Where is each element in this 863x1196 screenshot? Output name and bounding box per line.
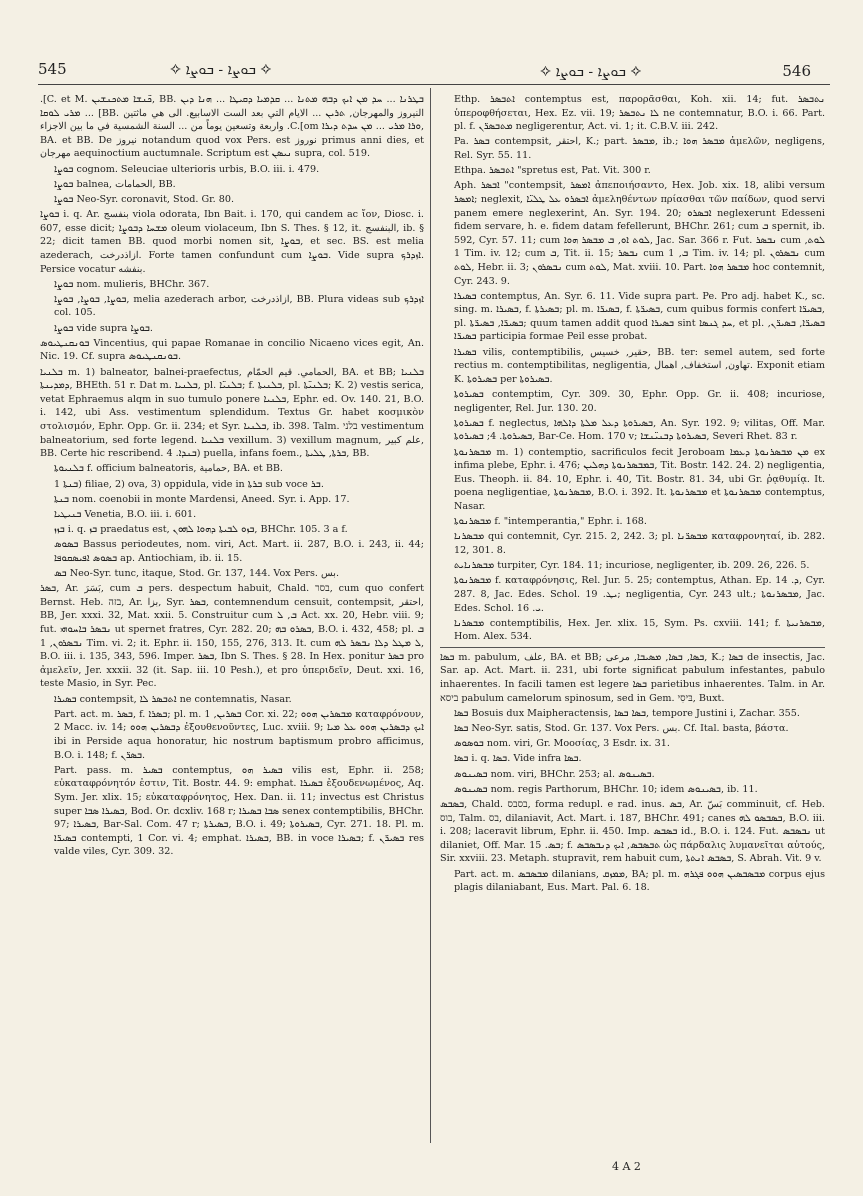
dictionary-entry: ܒܣܝܪܐ contempsit, ܐܬܒܣܪ ܠܐ ne contemnatis, Nasar. bbox=[54, 693, 292, 705]
dictionary-entry: Part. act. m. ܡܒܣܒܣ dilanians, ܡܡܙܩ, BA; pl. m. ܡܒܣܒܣܝܢ ܗܘܘ ܦܓܪܗ corpus ejus plagis dilaniabant, Eus. Mart. Pal. 6. 18. bbox=[454, 868, 825, 894]
dictionary-entry: ܒܣܝܢܘܣ nom. regis Parthorum, BHChr. 10; idem ܒܣܝܢܘܣ, ib. 11. bbox=[454, 783, 758, 795]
dictionary-entry: ܒܣܐ Bosuis dux Maipheractensis, ܒܣܐ ܒܣܐ, tempore Justini i, Zachar. 355. bbox=[454, 707, 800, 719]
dictionary-entry: ܡܒܣܪܢܘܬܐ f. καταφρόνησις, Rel. Jur. 5. 25; contemptus, Athan. Ep. ܕ. 14, Cyr. 287. 8, Jac. Edes. Schol. ܝܛ. 19; negligentia, Cyr. 243 ult.; ܡܒܣܪܢܘܬܐ, Jac. Edes. Schol. ܝ. 16. bbox=[454, 575, 825, 614]
dictionary-entry: ܡܒܣܪܢܐ contemptibilis, Hex. Jer. xlix. 15, Sym. Ps. cxviii. 141; f. ܡܒܣܪܢܝܬܐ, Hom. Alex. 534. bbox=[454, 617, 825, 643]
page-number-left: 545 bbox=[38, 60, 67, 78]
dictionary-entry: ܡܒܣܪܢܘܬܐ f. "intemperantia," Ephr. i. 168. bbox=[454, 516, 647, 528]
dictionary-entry: ܒܢܬܐ nom. coenobii in monte Mardensi, Aneed. Syr. i. App. 17. bbox=[54, 493, 350, 505]
dictionary-entry: ܒܢܬܐ 1) filiae, 2) ova, 3) oppidula, vide in ܒܪܬܐ sub voce ܒܪ. bbox=[54, 478, 324, 490]
dictionary-entry: ܒܣܝܪܐ vilis, contemptibilis, حقير, خسيس, BB. ter: semel autem, sed forte rectius m. contemptibilitas, negligentia, تهاون, استخفاف, اهمال. Exponit etiam K. ܒܣܝܪܘܬܐ per ܒܣܝܪܘܬܐ. bbox=[454, 346, 825, 385]
dictionary-entry: ܒܣܝܢܘܣ nom. viri, BHChr. 253; al. ܒܣܝܢܘܣ. bbox=[454, 768, 655, 780]
signature-mark: 4 A 2 bbox=[612, 1160, 641, 1173]
dictionary-entry: ܒܙܙ i. q. ܒܙ praedatus est, ܒܙܘ ܠܒܝܬܐ ܕܗܘܐ ܠܗܘܢ, BHChr. 105. 3 a f. bbox=[54, 524, 348, 536]
dictionary-entry: ܒܣܝܪܐ contemptus, An. Syr. 6. 11. Vide supra part. Pe. Pro adj. habet K., sc. sing. m. ܒܣܝܪܐ, f. ܒܣܝܪܬܐ; pl. m. ܒܣܝܪ̈ܐ, f. ܒܣܝܪ̈ܬܐ, cum quibus formis confert ܒܣܝܪ̈ܐ, pl. ܒܣܝܪ̈ܐ, ܒܣܝܪ̈ܬܐ; quum tamen addit quod ܒܣܝܪܐ sint ܚܕ ܓܢܣܐ, et pl. ܒܣܝܪ̈ܐ, ܒܣܝܪ̈ܢ, ܒܣܝܪ̈ܐ participia formae Peil esse probat. bbox=[454, 290, 825, 343]
dictionary-entry: Ethp. ܐܬܒܣܪ contemptus est, παρορᾶσθαι, Koh. xii. 14; fut. ܢܬܒܣܪ ὑπεροφθήσεται, Hex. Ez. vii. 19; ܠܐ ܢܬܒܣܪ ne contemnatur, B.O. i. 66. Part. pl. f. ܡܬܒܣܪ̈ܢ negligerentur, Act. vi. 1; it. C.B.V. iii. 242. bbox=[454, 94, 825, 133]
dictionary-entry: Part. act. m. ܒܣܪ, f. ܒܣܪܐ; pl. m. ܒܣܪܝܢ, 1 Cor. xi. 22; ܡܒܣܪܝܢ ܗܘܘ καταφρόνουν, 2 Macc. iv. 14; ܕܒܣܪܝܢ ܗܘܘ ἐξουθενοῦντες, Luc. xviii. 9; ܐܝܟ ܕܒܣܪܝܢ ܗܘܘ ܥܠ ܡܝܐ ibi in Perside aqua honoratur, hic nostrum baptismum probro afficimus, B.O. i. 148; f. ܒܣܪ̈ܢ. bbox=[54, 708, 424, 761]
dictionary-entry: ܒܣܐ m. pabulum, علف, BA. et BB; ܒܣܐ, ܒܣܐ, ܡܣܝܒܐ, مرعى, K.; ܒܣܐ de insectis, Jac. Sar. ap. Act. Mart. ii. 231, ubi forte significat pabulum infestantes, pabulo inhaerentes. In facili tamen est legere ܒܣܐ parietibus inhaerentes. Talm. in Ar. ביסא pabulum camelorum spinosum, sed in Gem. בּיסִי, Buxt. bbox=[440, 647, 825, 705]
dictionary-entry: Pa. ܒܣܪ contempsit, احتقر, K.; part. ܡܒܣܪ, ib.; ܡܒܣܪ ܗܘܐ ἀμελῶν, negligens, Rel. Syr. 55. 11. bbox=[454, 136, 825, 161]
dictionary-entry: ܒܘܣܘܣ nom. viri, Gr. Μοοσίας, 3 Esdr. ix. 31. bbox=[454, 738, 670, 750]
dictionary-entry: ܒܠܢܝܘܬܐ f. officium balneatoris, حمامية, BA. et BB. bbox=[54, 463, 283, 475]
dictionary-entry: ܒܠܢܝܐ m. 1) balneator, balnei-praefectus, الحمامي. قيم الحمّام, BA. et BB; ܒܠܢܝܐ ܕܡܕܝܢܬܐ, BHEth. 51 r. Dat m. ܒܠܢܝܐ, pl. ܒܠܢܝ̈ܐ; f. ܒܠܢܝܬܐ, pl. ܒܠܢܝ̈ܬܐ; K. 2) vestis serica, vetat Ephraemus alqm in suo tumulo ponere ܒܠܢܝܐ, Ephr. ed. Ov. 140. 21, B.O. i. 142, ubi Ass. vestimentum splendidum. Textus Gr. habet κοσμικὸν στολισμόν, Ephr. Opp. Gr. ii. 234; et Syr. ܒܠܢܝܐ, ib. 398. Talm. בלני vestimentum balneatorium, sed forte legend. ܒܠܢܝܐ vexillum. 3) vexillum magnum, علم كبير, BB. Certe hic rescribend. ܒܢܕܐ. 4) puella, infans foem., ܒܪܬܐ, ܛܠܝܬܐ, BB. bbox=[40, 366, 424, 460]
left-column bbox=[40, 93, 424, 1145]
column-divider bbox=[430, 88, 431, 1143]
dictionary-entry: ܒܣܝܪܘܬܐ contemptim, Cyr. 309. 30, Ephr. Opp. Gr. ii. 408; incuriose, negligenter, Rel. Jur. 130. 20. bbox=[454, 389, 825, 414]
dictionary-entry: ܒܘܨܐ nom. mulieris, BHChr. 367. bbox=[54, 278, 210, 290]
dictionary-entry: ܒܘܨܐ cognom. Seleuciae ulterioris urbis, B.O. iii. i. 479. bbox=[54, 163, 320, 175]
dictionary-entry: ܒܣܪ, Ar. بَسَرَ, cum ܒ pers. despectum habuit, Chald. בסר, cum quo confert Bernst. Heb. בזה, Ar. بزا, Syr. ܒܣܪ, contemnendum censuit, contempsit, احتقر, BB, Jer. xxxi. 32, Mat. xxii. 5. Construitur cum ܒ, ܠ Act. xx. 20, Hebr. viii. 9; fut. ܢܒܣܪ ܒܐܚܘܗܝ ut spernet fratres, Cyr. 282. 20; ܒܣܪܘ ܒܗ, B.O. i. 432, 458; pl. ܒ ܢܒܣܪܘܢ, 1 Tim. vi. 2; it. Ephr. ii. 150, 155, 276, 313. It. cum ܠ ܡܛܠ ܕܠܐ ܢܒܣܪ ܠܗ, B.O. iii. i. 135, 343, 596. Imper. ܒܣܪ, Ibn S. Thes. § 28. In Hex. ponitur ܒܣܪ pro ἀμελεῖν, Jer. xxxii. 32 (it. Sap. iii. 10 Pesh.), et pro ὑπεριδεῖν, Deut. xxi. 16, teste Masio, in Syr. Pec. bbox=[40, 583, 424, 690]
dictionary-entry: ܒܣܐ i. q. ܒܣܐ. Vide infra ܒܣܐ. bbox=[454, 753, 582, 765]
dictionary-entry: ܒܘܨܐ balnea, الحمامات, BB. bbox=[54, 178, 176, 190]
page-header bbox=[0, 0, 863, 90]
dictionary-entry: ܒܣܘܣ Bassus periodeutes, nom. viri, Act. Mart. ii. 287, B.O. i. 243, ii. 44; ܒܣܘܣ ܐܦܝܣܩܘܦܐ ap. Antiochiam, ib. ii. 15. bbox=[54, 539, 424, 564]
dictionary-entry: ܒܣܝܪܘܬܐ f. neglectus, ܒܣܝܪܘܬܐ ܕܥܠ ܡܠܬܐ ܕܐܠܗܐ, An. Syr. 192. 9; vilitas, Off. Mar. ܒܣܝܪܘܬܐ. 4; ܒܣܝܪܘܬܐ, Bar-Ce. Hom. 170 v; ܒܣܝܪܘܬܐ ܕܒܢܝ̈ܢܫܐ, Severi Rhet. 83 r. bbox=[454, 417, 825, 443]
dictionary-entry: ܒܘܨܐ vide supra ܒܘܨܐ. bbox=[54, 322, 153, 334]
dictionary-entry: ܒܢܝܛܝܐ Venetia, B.O. iii. i. 601. bbox=[54, 508, 197, 520]
running-head-right: ✧ ܒܘܨܐ - ܒܘܨܐ ✧ bbox=[540, 64, 642, 80]
dictionary-entry: ܒܣ Neo-Syr. tunc, itaque, Stod. Gr. 137, 144. Vox Pers. بس. bbox=[54, 568, 339, 580]
header-rule bbox=[38, 84, 830, 85]
page-number-right: 546 bbox=[782, 62, 811, 80]
dictionary-entry: ܒܘܨܐ Neo-Syr. coronavit, Stod. Gr. 80. bbox=[54, 193, 235, 205]
dictionary-entry: ܒܘܨܐ i. q. Ar. بنفسج viola odorata, Ibn Bait. i. 170, qui candem ac ἴον, Diosc. i. 607, esse dicit; ܡܫܚܐ ܕܒܘܨܐ oleum violaceum, Ibn S. Thes. § 12, it. البنفسج, ib. § 22; dicit tamen BB. quod morbi nomen sit, ܒܘܨܐ, et sec. BS. est melia azederach, ازاذدرخت. Forte tamen confundunt cum ܒܘܨܐ. Vide supra ܐܙܕܪܟ. Persice vocatur بنفشه. bbox=[40, 209, 424, 275]
right-column bbox=[440, 93, 825, 1145]
dictionary-entry: ܒܣܐ Neo-Syr. satis, Stod. Gr. 137. Vox Pers. بس. Cf. Ital. basta, βάστα. bbox=[454, 723, 789, 735]
dictionary-entry: ܡܒܣܪܢܐ qui contemnit, Cyr. 215. 2, 242. 3; pl. ܡܒܣܪ̈ܢܐ καταφρονηταί, ib. 282. 12, 301. 8. bbox=[454, 531, 825, 556]
dictionary-entry: ܡܒܣܪܢܘܬܐ m. 1) contemptio, sacrificulos fecit Jeroboam ܡܢ ܡܒܣܪܢܘܬܐ ܕܥܡܐ ex infima plebe, Ephr. i. 476; ܒܡܒܣܪܢܘܬܐ ܕܗܠܝܢ, Tit. Bostr. 142. 24. 2) negligentia, Eus. Theoph. ii. 84. 10, Ephr. i. 40, Tit. Bostr. 81. 34, ubi Gr. ῥᾳθυμίᾳ. It. poena negligentiae, ܡܒܣܪܢܘܬܐ, B.O. i. 392. It. ܡܒܣܪܢܘܬܐ et ܡܒܣܪܢܘܬܐ contemptus, Nasar. bbox=[454, 446, 825, 512]
dictionary-entry: Part. pass. m. ܒܣܝܪ contemptus, ܒܣܝܪ ܗܘ vilis est, Ephr. ii. 258; εὐκαταφρόνητόν ἐστιν, Tit. Bostr. 44. 9: emphat. ܒܣܝܪܐ ἐξουδενωμένος, Aq. Sym. Jer. xlix. 15; εὐκαταφρόνητος, Hex. Dan. ii. 11; invectus est Christus super ܒܣܝܪܐ ܣܒܐ, Bod. Or. dcxliv. 168 r; ܣܒܐ ܒܣܝܪܐ senex contemptibilis, BHChr. 97; ܒܣܝܪܐ, Bar-Sal. Com. 47 r; ܒܣܝܪܬܐ, B.O. i. 49; ܒܣܝܪܘܬܐ, Cyr. 271. 18. Pl. m. ܒܣܝܪ̈ܐ contempti, 1 Cor. vi. 4; emphat. ܒܣܝܪܐ, BB. in voce ܒܣܝܪܐ; f. ܒܣܝܪ̈ܢ res valde viles, Cyr. 309. 32. bbox=[54, 764, 424, 858]
dictionary-entry: ܒܣܒܣ, Chald. בסבס, forma redupl. e rad. inus. ܒܣ, Ar. بَسّ comminuit, cf. Heb. בוס, Talm. בס, dilaniavit, Act. Mart. i. 187, BHChr. 491; canes ܒܣܒܣܘ ܠܗ, B.O. iii. i. 208; laceravit librum, Ephr. ii. 450. Imp. ܒܣܒܣ id., B.O. i. 124. Fut. ܢܒܣܒܣ ut dilaniet, Off. Mar. ܒܣ. 15; f. ܬܒܣܒܣ, ܐܝܟ ܕܢܒܣܒܣ ὡς πάρδαλις λυμανεῖται αὐτούς, Sir. xxviii. 23. Metaph. stupravit, rem habuit cum, ܒܣܒܣ ܐܢܬܬܐ, S. Abrah. Vit. 9 v. bbox=[440, 798, 825, 865]
running-head-left: ✧ ܒܘܨܐ - ܒܘܨܐ ✧ bbox=[170, 62, 272, 78]
dictionary-entry: Aph. ܐܒܣܪ "contempsit, ܐܡܣܪ ἀπεποιήσαντο, Hex. Job. xix. 18, alibi versum ܐܡܣܪ; neglexit, ܐܒܣܪܘ ܥܠ ܛܠܝ̈ܐ ἀμεληθέντων πρίασθαι τῶν παίδων, quod servi panem emere neglexerint, An. Syr. 194. 20; ܐܒܣܪܘ neglexerunt Edesseni fidem servare, h. e. fidem datam fefellerunt, BHChr. 261; cum ܒ spernit, ib. 592, Cyr. 57. 11; cum ܠܘܬ ܐܘ, ܒ ܡܒܣܪ ܗܘܐ, Jac. Sar. 366 r. Fut. ܢܒܣܪ cum ܠܘܬ, 1 Tim. iv. 12; cum ܒ, Tit. ii. 15; ܢܒܣܪ cum ܒ, 1 Tim. iv. 14; pl. ܢܒܣܪܘܢ cum ܠܘܬ, Hebr. ii. 3; ܢܒܣܪܘܢ cum ܠܘܬ, Mat. xviii. 10. Part. ܡܒܣܪ ܗܘܐ hoc contemnit, Cyr. 243. 9. bbox=[454, 180, 825, 287]
dictionary-entry: ܡܒܣܪܢܐܝܬ turpiter, Cyr. 184. 11; incuriose, negligenter, ib. 209. 26, 226. 5. bbox=[454, 560, 810, 572]
dictionary-entry: ܒܘܢܩܢܛܝܘܣ Vincentius, qui papae Romanae in concilio Nicaeno vices egit, An. Nic. 19. Cf. supra ܒܘܢܩܢܛܝܘܣ. bbox=[40, 337, 424, 363]
dictionary-entry: Ethpa. ܐܬܒܣܪ "spretus est, Pat. Vit. 300 r. bbox=[454, 165, 651, 177]
dictionary-entry: ܒܘܨܐ, ܒܘܨܐ, ܒܘܨܐ, melia azederach arbor, ازاذدرخت, BB. Plura videas sub ܐܙܕܪܟ col. 105. bbox=[54, 293, 424, 319]
dictionary-entry: .[C. et M. ܟ̈ܢܫܐ ܡܬܟܢܫܝܢ, BB. ܒܛܪܢܐ ... ܚܕ ܡܢ ܐܝܟ ܕܒܗ ܡܬܢܐ ... ܩܕܡܝܐ ܕܩܝܛܐ ... ܗܢܐ ܕܝܢ ܡܪܝ ܠܘܩܐ ... [BB. النيروز والمهرجان, ܬܪܝܢ ... الايام التي بعد الست الاسابيع. الى هي ماثتين واربعة وتسعين يوماً من ... السنة الشمسية في ما بين الاجزاء .C.[om ܘܪܐ ܡܪܝ ... ܡܢ ܚܕܬ ܕܝܪܐ, BA. et BB. De نيروز notandum quod vox Pers. est نوروز primus anni dies, et مهرجان aequinoctium auctumnale. Scriptum est ܢܝܣܢ supra, col. 519. bbox=[40, 94, 424, 160]
